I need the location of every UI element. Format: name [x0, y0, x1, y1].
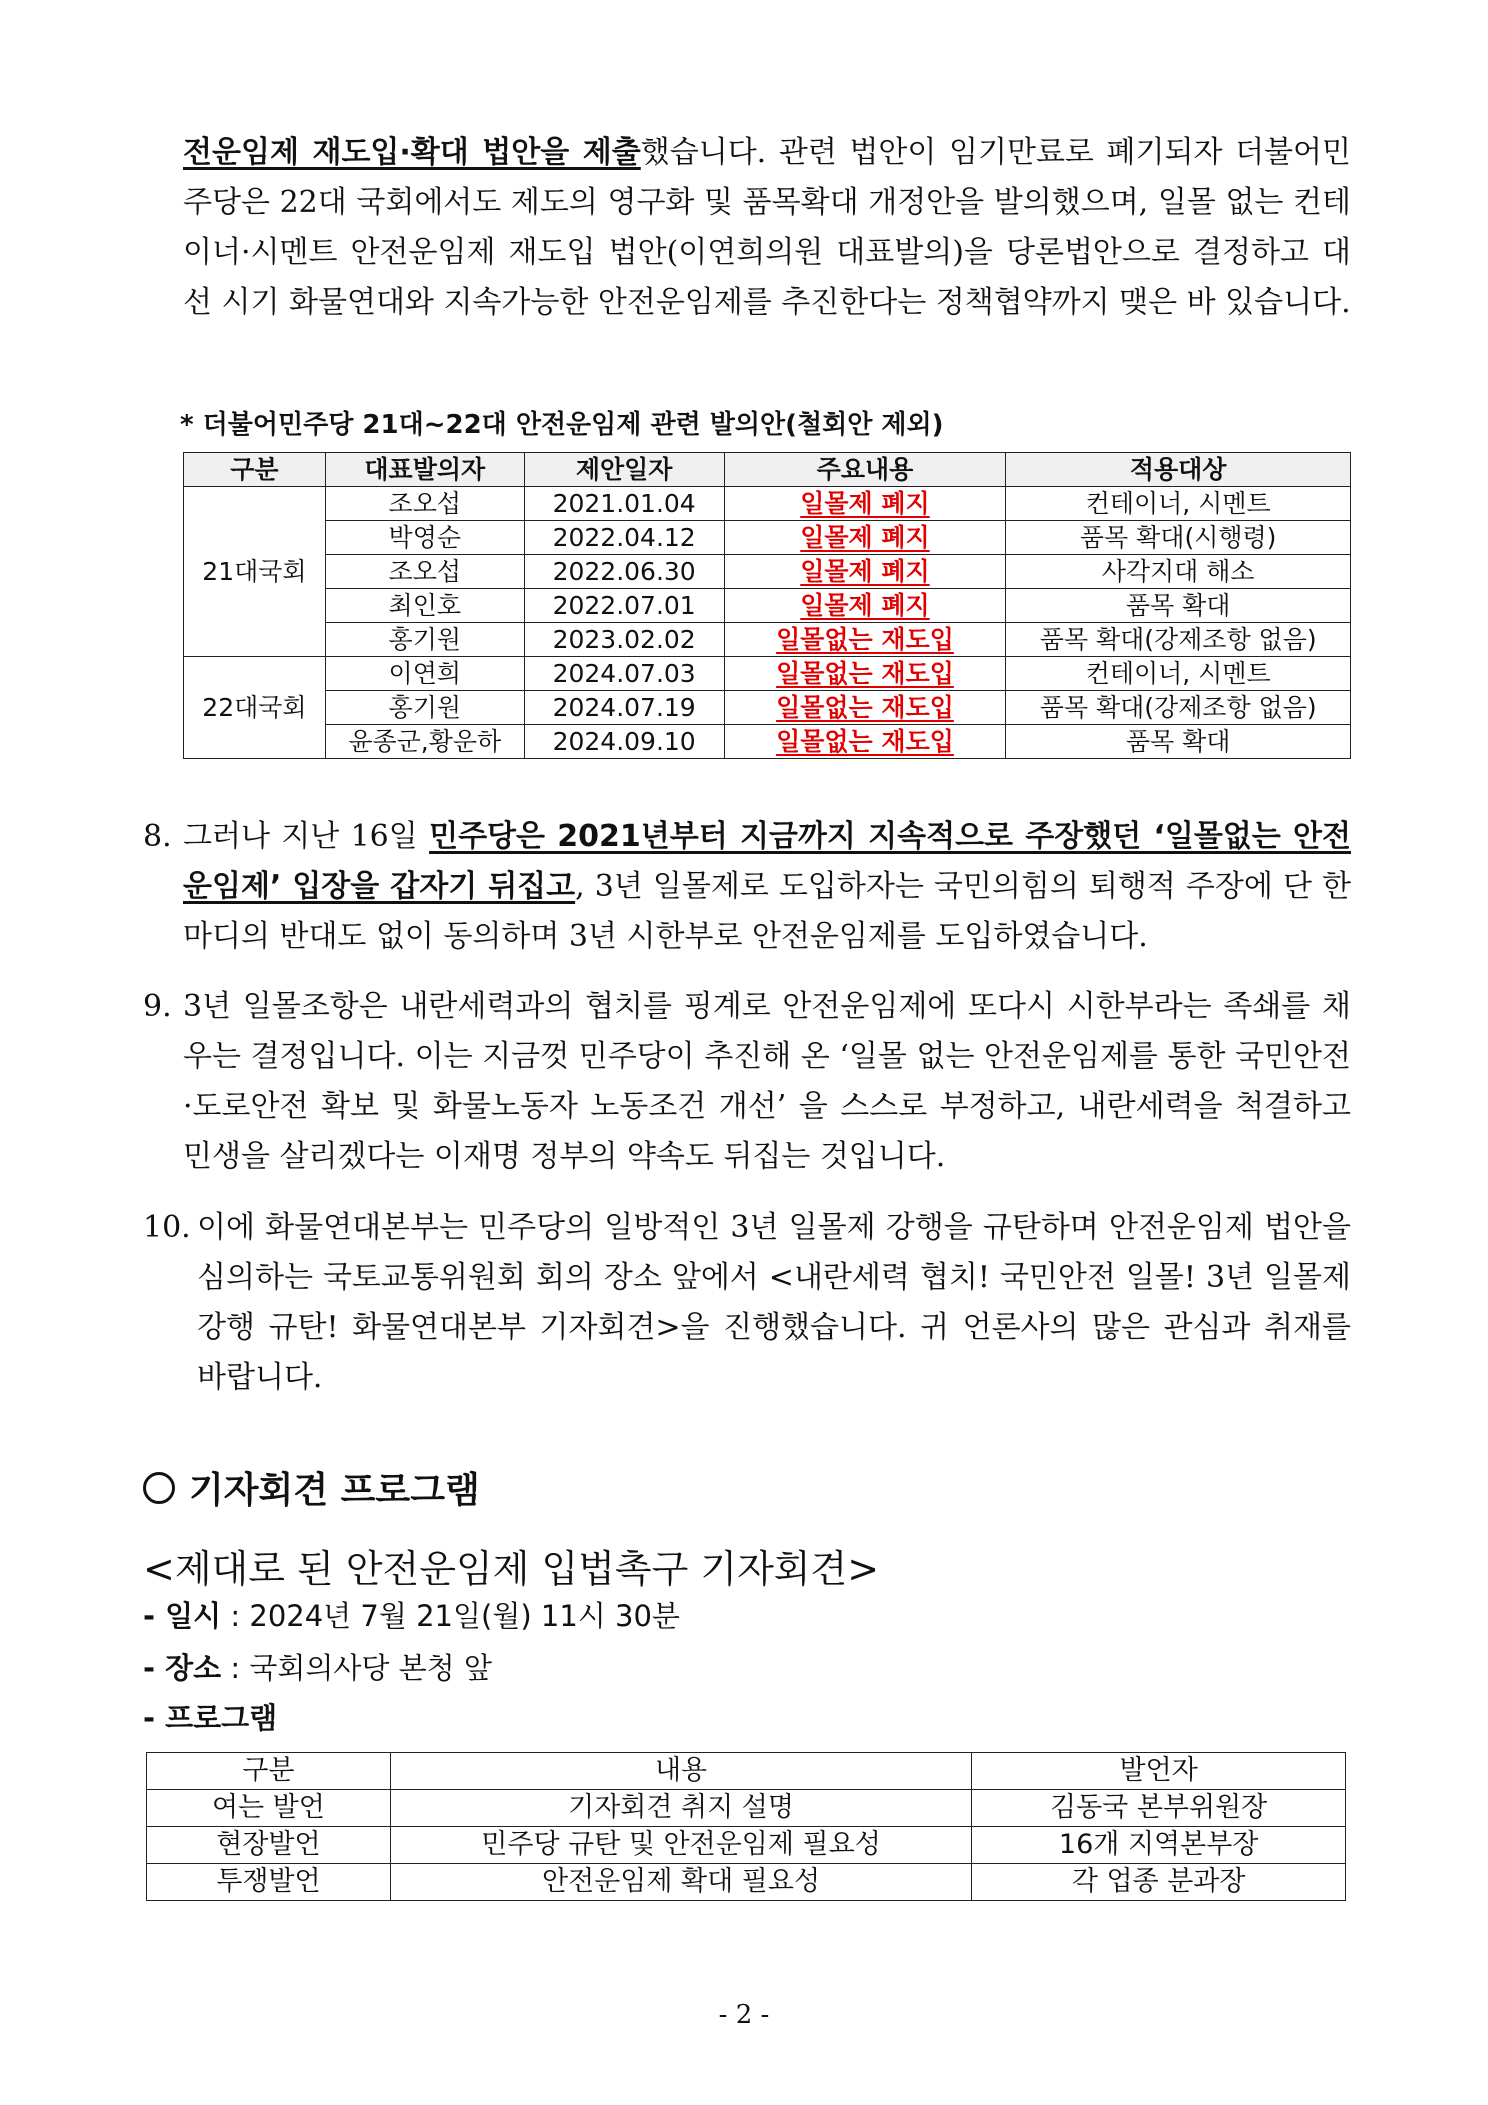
proposer-cell: 조오섭 — [325, 487, 524, 521]
content-cell: 일몰제 폐지 — [724, 487, 1006, 521]
target-cell: 사각지대 해소 — [1006, 555, 1351, 589]
paragraph-9 — [143, 982, 1351, 1182]
info-place: - 장소 : 국회의사당 본청 앞 — [143, 1651, 492, 1685]
intro-text: 했습니다. 관련 법안이 임기만료로 폐기되자 더불어민주당은 22대 국회에서도 제도의 영구화 및 품목확대 개정안을 발의했으며, 일몰 없는 컨테이너·시멘트 안전운임제 재도입 법안(이연희의원 대표발의)을 당론법안으로 결정하고 대선 시기 화물연대와 지속가능한 안전운임제를 추진한다는 정책협약까지 맺은 바 있습니다. — [183, 135, 1352, 320]
date-cell: 2023.02.02 — [524, 623, 724, 657]
header-cell: 발언자 — [972, 1753, 1346, 1790]
group-cell: 21대국회 — [184, 487, 326, 657]
paragraph-number: 10. — [143, 1210, 191, 1245]
content-cell: 일몰제 폐지 — [724, 589, 1006, 623]
bills-header-row — [184, 453, 1351, 487]
paragraph-10 — [143, 1203, 1351, 1403]
p9-text: 3년 일몰조항은 내란세력과의 협치를 핑계로 안전운임제에 또다시 시한부라는 족쇄를 채우는 결정입니다. 이는 지금껏 민주당이 추진해 온 ‘일몰 없는 안전운임제를 통한 국민안전·도로안전 확보 및 화물노동자 노동조건 개선’ 을 스스로 부정하고, 내란세력을 척결하고 민생을 살리겠다는 이재명 정부의 약속도 뒤집는 것입니다. — [183, 989, 1351, 1174]
date-cell: 2024.07.03 — [524, 657, 724, 691]
p10-text: 이에 화물연대본부는 민주당의 일방적인 3년 일몰제 강행을 규탄하며 안전운임제 법안을 심의하는 국토교통위원회 회의 장소 앞에서 <내란세력 협치! 국민안전 일몰! 3년 일몰제 강행 규탄! 화물연대본부 기자회견>을 진행했습니다. 귀 언론사의 많은 관심과 취재를 바랍니다. — [197, 1210, 1351, 1395]
header-cell: 구분 — [147, 1753, 391, 1790]
proposer-cell: 박영순 — [325, 521, 524, 555]
bills-table — [183, 452, 1351, 759]
content-cell: 일몰제 폐지 — [724, 521, 1006, 555]
speaker-cell: 김동국 본부위원장 — [972, 1790, 1346, 1827]
date-cell: 2024.07.19 — [524, 691, 724, 725]
header-cell: 적용대상 — [1006, 453, 1351, 487]
speaker-cell: 16개 지역본부장 — [972, 1827, 1346, 1864]
type-cell: 투쟁발언 — [147, 1864, 391, 1901]
paragraph-number: 8. — [143, 819, 172, 854]
content-cell: 일몰없는 재도입 — [724, 623, 1006, 657]
proposer-cell: 최인호 — [325, 589, 524, 623]
table-row — [184, 623, 1351, 657]
header-cell: 대표발의자 — [325, 453, 524, 487]
place-label: 장소 — [165, 1651, 222, 1685]
info-program: - 프로그램 — [143, 1701, 278, 1735]
program-label: 프로그램 — [165, 1701, 278, 1735]
table-row — [147, 1790, 1346, 1827]
table-row — [184, 521, 1351, 555]
header-cell: 제안일자 — [524, 453, 724, 487]
proposer-cell: 홍기원 — [325, 691, 524, 725]
table-row — [184, 487, 1351, 521]
event-title: <제대로 된 안전운임제 입법촉구 기자회견> — [143, 1547, 880, 1591]
target-cell: 품목 확대(시행령) — [1006, 521, 1351, 555]
program-header-row — [147, 1753, 1346, 1790]
table-row — [184, 555, 1351, 589]
proposer-cell: 홍기원 — [325, 623, 524, 657]
table-row — [147, 1864, 1346, 1901]
content-cell: 일몰제 폐지 — [724, 555, 1006, 589]
section-heading — [143, 1462, 480, 1513]
table-row — [184, 691, 1351, 725]
content-cell: 일몰없는 재도입 — [724, 725, 1006, 759]
table-caption: * 더불어민주당 21대~22대 안전운임제 관련 발의안(철회안 제외) — [180, 410, 944, 440]
intro-paragraph — [183, 128, 1351, 328]
target-cell: 품목 확대(강제조항 없음) — [1006, 623, 1351, 657]
date-value: : 2024년 7월 21일(월) 11시 30분 — [221, 1599, 680, 1633]
section-title: 기자회견 프로그램 — [189, 1470, 480, 1511]
target-cell: 품목 확대 — [1006, 589, 1351, 623]
header-cell: 구분 — [184, 453, 326, 487]
table-row — [184, 589, 1351, 623]
p8-highlight: 민주당은 2021년부터 지금까지 지속적으로 주장했던 ‘일몰없는 안전운임제’ 입장을 갑자기 뒤집고 — [183, 819, 1351, 904]
table-row — [184, 657, 1351, 691]
content-cell: 일몰없는 재도입 — [724, 657, 1006, 691]
target-cell: 품목 확대 — [1006, 725, 1351, 759]
paragraph-number: 9. — [143, 989, 172, 1024]
target-cell: 품목 확대(강제조항 없음) — [1006, 691, 1351, 725]
group-cell: 22대국회 — [184, 657, 326, 759]
paragraph-8 — [143, 812, 1351, 962]
proposer-cell: 조오섭 — [325, 555, 524, 589]
date-cell: 2022.06.30 — [524, 555, 724, 589]
content-cell: 일몰없는 재도입 — [724, 691, 1006, 725]
date-cell: 2021.01.04 — [524, 487, 724, 521]
target-cell: 컨테이너, 시멘트 — [1006, 657, 1351, 691]
proposer-cell: 윤종군,황운하 — [325, 725, 524, 759]
date-label: 일시 — [165, 1599, 222, 1633]
place-value: : 국회의사당 본청 앞 — [221, 1651, 492, 1685]
page-number: - 2 - — [718, 2000, 770, 2030]
info-date: - 일시 : 2024년 7월 21일(월) 11시 30분 — [143, 1599, 680, 1633]
table-row — [147, 1827, 1346, 1864]
p8-pre: 그러나 지난 16일 — [183, 819, 430, 854]
date-cell: 2022.07.01 — [524, 589, 724, 623]
header-cell: 주요내용 — [724, 453, 1006, 487]
content-cell: 민주당 규탄 및 안전운임제 필요성 — [390, 1827, 972, 1864]
date-cell: 2024.09.10 — [524, 725, 724, 759]
p8-post: , 3년 일몰제로 도입하자는 국민의힘의 퇴행적 주장에 단 한 마디의 반대도 없이 동의하며 3년 시한부로 안전운임제를 도입하였습니다. — [183, 869, 1351, 954]
table-row — [184, 725, 1351, 759]
type-cell: 현장발언 — [147, 1827, 391, 1864]
content-cell: 안전운임제 확대 필요성 — [390, 1864, 972, 1901]
target-cell: 컨테이너, 시멘트 — [1006, 487, 1351, 521]
intro-lead: 전운임제 재도입·확대 법안을 제출 — [183, 135, 641, 170]
speaker-cell: 각 업종 분과장 — [972, 1864, 1346, 1901]
date-cell: 2022.04.12 — [524, 521, 724, 555]
type-cell: 여는 발언 — [147, 1790, 391, 1827]
program-table — [146, 1752, 1346, 1901]
header-cell: 내용 — [390, 1753, 972, 1790]
proposer-cell: 이연희 — [325, 657, 524, 691]
content-cell: 기자회견 취지 설명 — [390, 1790, 972, 1827]
circle-bullet-icon — [143, 1472, 175, 1504]
